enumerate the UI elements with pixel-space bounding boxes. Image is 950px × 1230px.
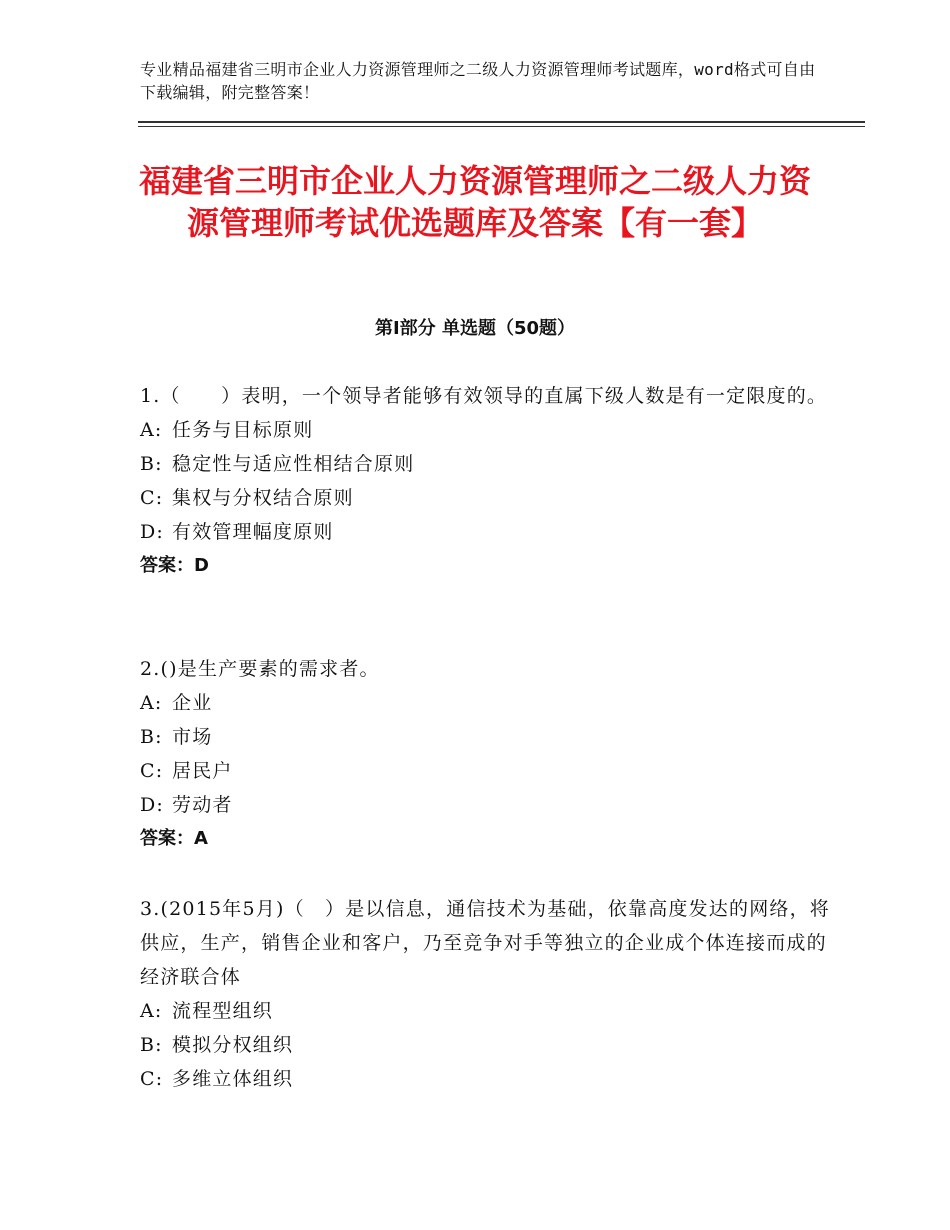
option-letter: C: bbox=[140, 487, 164, 509]
option-letter: D: bbox=[140, 794, 165, 816]
option-text: 居民户 bbox=[172, 760, 233, 782]
option-d bbox=[140, 788, 830, 822]
answer-line: 答案：D bbox=[140, 555, 209, 576]
option-b bbox=[140, 447, 830, 481]
header-note: 专业精品福建省三明市企业人力资源管理师之二级人力资源管理师考试题库，word格式可自由下载编辑，附完整答案！ bbox=[140, 60, 816, 102]
option-letter: B: bbox=[140, 726, 163, 748]
question-3 bbox=[140, 892, 830, 1096]
option-b bbox=[140, 720, 830, 754]
question-stem: 3.(2015年5月)（ ）是以信息，通信技术为基础，依靠高度发达的网络，将供应，生产，销售企业和客户，乃至竞争对手等独立的企业成个体连接而成的经济联合体 bbox=[140, 898, 830, 988]
option-text: 多维立体组织 bbox=[172, 1068, 294, 1090]
option-text: 流程型组织 bbox=[172, 1000, 274, 1022]
option-a bbox=[140, 413, 830, 447]
option-c bbox=[140, 481, 830, 515]
question-stem: 2.()是生产要素的需求者。 bbox=[140, 658, 380, 680]
question-2 bbox=[140, 652, 830, 856]
option-text: 模拟分权组织 bbox=[172, 1034, 294, 1056]
option-text: 市场 bbox=[172, 726, 213, 748]
option-text: 有效管理幅度原则 bbox=[172, 521, 334, 543]
answer-line: 答案：A bbox=[140, 828, 208, 849]
option-text: 劳动者 bbox=[172, 794, 233, 816]
option-letter: D: bbox=[140, 521, 165, 543]
option-b bbox=[140, 1028, 830, 1062]
option-letter: C: bbox=[140, 760, 164, 782]
header-rule-thin bbox=[138, 126, 865, 127]
option-text: 任务与目标原则 bbox=[172, 419, 314, 441]
option-c bbox=[140, 1062, 830, 1096]
header-rule-thick bbox=[138, 121, 865, 123]
option-text: 集权与分权结合原则 bbox=[172, 487, 354, 509]
question-stem: 1.（ ）表明，一个领导者能够有效领导的直属下级人数是有一定限度的。 bbox=[140, 385, 828, 407]
document-title: 福建省三明市企业人力资源管理师之二级人力资源管理师考试优选题库及答案【有一套】 bbox=[138, 162, 811, 242]
option-text: 稳定性与适应性相结合原则 bbox=[172, 453, 415, 475]
option-letter: B: bbox=[140, 453, 163, 475]
section-heading: 第Ⅰ部分 单选题（50题） bbox=[374, 318, 575, 339]
question-1 bbox=[140, 379, 830, 583]
option-letter: A: bbox=[140, 419, 163, 441]
option-letter: A: bbox=[140, 1000, 163, 1022]
option-letter: B: bbox=[140, 1034, 163, 1056]
option-c bbox=[140, 754, 830, 788]
option-a bbox=[140, 686, 830, 720]
option-d bbox=[140, 515, 830, 549]
option-letter: C: bbox=[140, 1068, 164, 1090]
option-text: 企业 bbox=[172, 692, 213, 714]
option-a bbox=[140, 994, 830, 1028]
option-letter: A: bbox=[140, 692, 163, 714]
